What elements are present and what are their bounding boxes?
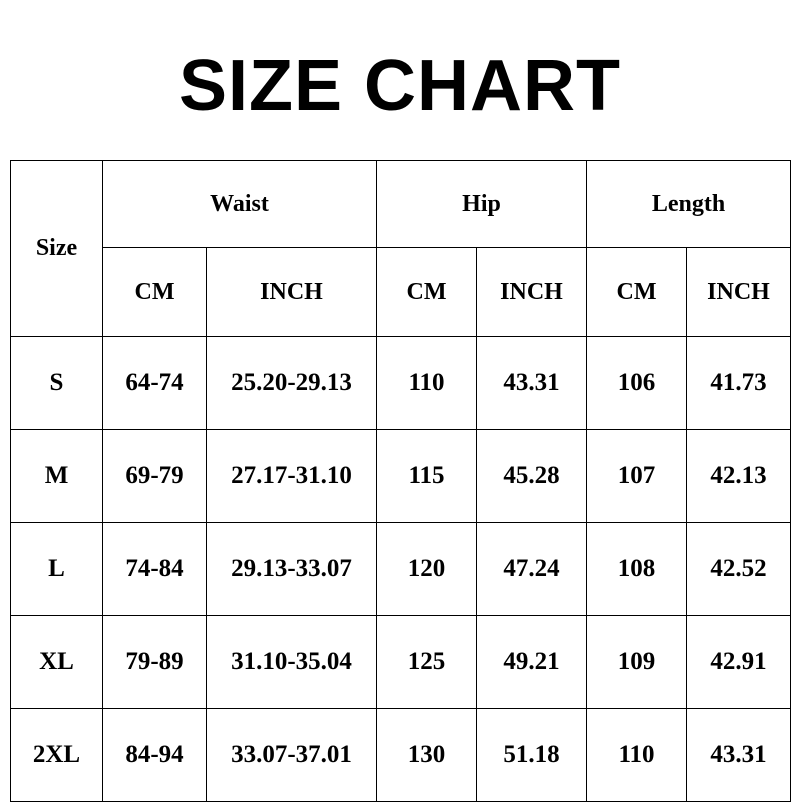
cell-length-cm: 110 bbox=[587, 709, 687, 802]
table-header bbox=[11, 161, 791, 337]
cell-size: S bbox=[11, 337, 103, 430]
cell-length-cm: 106 bbox=[587, 337, 687, 430]
table-header-row-groups bbox=[11, 161, 791, 248]
cell-hip-inch: 43.31 bbox=[477, 337, 587, 430]
column-group-hip: Hip bbox=[377, 161, 587, 248]
cell-length-cm: 107 bbox=[587, 430, 687, 523]
column-header-size: Size bbox=[11, 161, 103, 337]
cell-hip-inch: 47.24 bbox=[477, 523, 587, 616]
cell-waist-inch: 33.07-37.01 bbox=[207, 709, 377, 802]
cell-waist-cm: 69-79 bbox=[103, 430, 207, 523]
cell-waist-cm: 74-84 bbox=[103, 523, 207, 616]
cell-hip-cm: 120 bbox=[377, 523, 477, 616]
cell-hip-cm: 130 bbox=[377, 709, 477, 802]
cell-waist-cm: 64-74 bbox=[103, 337, 207, 430]
size-chart-table-wrapper bbox=[10, 160, 790, 802]
cell-hip-inch: 51.18 bbox=[477, 709, 587, 802]
column-header-hip-cm: CM bbox=[377, 248, 477, 337]
cell-waist-inch: 27.17-31.10 bbox=[207, 430, 377, 523]
cell-length-cm: 109 bbox=[587, 616, 687, 709]
cell-waist-cm: 84-94 bbox=[103, 709, 207, 802]
cell-length-inch: 42.91 bbox=[687, 616, 791, 709]
size-chart-table bbox=[10, 160, 791, 802]
cell-hip-cm: 110 bbox=[377, 337, 477, 430]
cell-size: 2XL bbox=[11, 709, 103, 802]
table-row bbox=[11, 337, 791, 430]
column-header-length-cm: CM bbox=[587, 248, 687, 337]
table-row bbox=[11, 616, 791, 709]
table-row bbox=[11, 430, 791, 523]
table-header-row-units bbox=[11, 248, 791, 337]
cell-length-inch: 42.13 bbox=[687, 430, 791, 523]
table-row bbox=[11, 523, 791, 616]
cell-hip-inch: 49.21 bbox=[477, 616, 587, 709]
column-group-waist: Waist bbox=[103, 161, 377, 248]
cell-hip-inch: 45.28 bbox=[477, 430, 587, 523]
cell-length-cm: 108 bbox=[587, 523, 687, 616]
table-row bbox=[11, 709, 791, 802]
cell-size: XL bbox=[11, 616, 103, 709]
column-header-length-inch: INCH bbox=[687, 248, 791, 337]
column-header-waist-cm: CM bbox=[103, 248, 207, 337]
cell-size: M bbox=[11, 430, 103, 523]
cell-length-inch: 42.52 bbox=[687, 523, 791, 616]
cell-hip-cm: 125 bbox=[377, 616, 477, 709]
cell-size: L bbox=[11, 523, 103, 616]
cell-waist-cm: 79-89 bbox=[103, 616, 207, 709]
column-header-waist-inch: INCH bbox=[207, 248, 377, 337]
cell-waist-inch: 25.20-29.13 bbox=[207, 337, 377, 430]
column-group-length: Length bbox=[587, 161, 791, 248]
cell-length-inch: 43.31 bbox=[687, 709, 791, 802]
cell-hip-cm: 115 bbox=[377, 430, 477, 523]
page-title: SIZE CHART bbox=[179, 46, 621, 126]
cell-waist-inch: 29.13-33.07 bbox=[207, 523, 377, 616]
table-body bbox=[11, 337, 791, 802]
cell-waist-inch: 31.10-35.04 bbox=[207, 616, 377, 709]
cell-length-inch: 41.73 bbox=[687, 337, 791, 430]
column-header-hip-inch: INCH bbox=[477, 248, 587, 337]
